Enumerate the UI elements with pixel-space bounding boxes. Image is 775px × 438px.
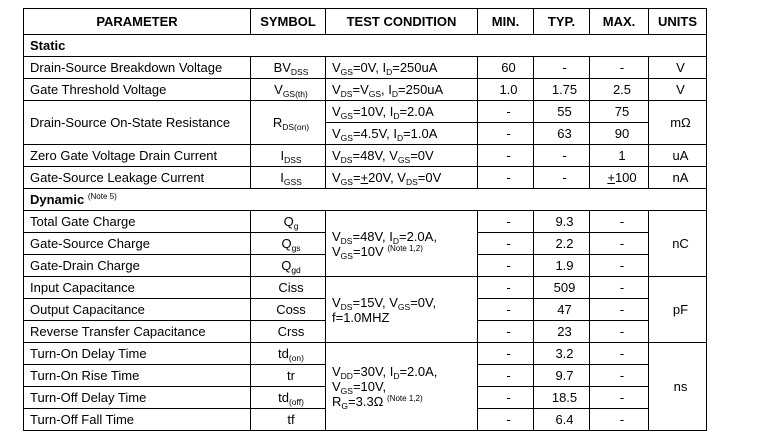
max-value: - <box>590 299 649 321</box>
header-units: UNITS <box>649 9 707 35</box>
section-row-static <box>24 35 707 57</box>
section-static: Static <box>24 35 707 57</box>
typ-value: 9.7 <box>534 365 590 387</box>
param-name: Turn-On Delay Time <box>24 343 251 365</box>
header-max: MAX. <box>590 9 649 35</box>
symbol: $Q_g$ <box>251 211 326 233</box>
unit-value: nC <box>649 211 707 277</box>
param-name: Drain-Source Breakdown Voltage <box>24 57 251 79</box>
unit-value: ns <box>649 343 707 431</box>
table-row <box>24 57 707 79</box>
electrical-characteristics-table <box>23 8 707 431</box>
max-value: - <box>590 255 649 277</box>
symbol: $td_{(off)}$ <box>251 387 326 409</box>
typ-value: 55 <box>534 101 590 123</box>
symbol: $R_{DS(on)}$ <box>251 101 326 145</box>
typ-value: 509 <box>534 277 590 299</box>
header-min: MIN. <box>478 9 534 35</box>
symbol: $I_{DSS}$ <box>251 145 326 167</box>
test-condition: $V_{DS}=48V$, $I_D=2.0A$, $V_{GS}=10V$ $^{(Note 1,2)}$ <box>326 211 478 277</box>
symbol: Ciss <box>251 277 326 299</box>
typ-value: 1.9 <box>534 255 590 277</box>
test-condition: $V_{GS}=+20V$, $V_{DS}=0V$ <box>326 167 478 189</box>
symbol: $Q_{gd}$ <box>251 255 326 277</box>
table-row <box>24 211 707 233</box>
typ-value: - <box>534 57 590 79</box>
typ-value: 3.2 <box>534 343 590 365</box>
table-row <box>24 79 707 101</box>
min-value: - <box>478 409 534 431</box>
max-value: - <box>590 343 649 365</box>
max-value: - <box>590 57 649 79</box>
param-name: Drain-Source On-State Resistance <box>24 101 251 145</box>
min-value: - <box>478 365 534 387</box>
section-row-dynamic <box>24 189 707 211</box>
table-row <box>24 167 707 189</box>
max-value: 75 <box>590 101 649 123</box>
max-value: - <box>590 387 649 409</box>
symbol: Crss <box>251 321 326 343</box>
param-name: Input Capacitance <box>24 277 251 299</box>
unit-value: V <box>649 57 707 79</box>
max-value: 1 <box>590 145 649 167</box>
min-value: - <box>478 387 534 409</box>
header-typ: TYP. <box>534 9 590 35</box>
min-value: - <box>478 101 534 123</box>
min-value: - <box>478 255 534 277</box>
min-value: - <box>478 145 534 167</box>
symbol: Coss <box>251 299 326 321</box>
min-value: 1.0 <box>478 79 534 101</box>
param-name: Total Gate Charge <box>24 211 251 233</box>
min-value: - <box>478 343 534 365</box>
min-value: - <box>478 167 534 189</box>
section-dynamic: Dynamic $^{(Note 5)}$ <box>24 189 707 211</box>
unit-value: V <box>649 79 707 101</box>
param-name: Turn-Off Delay Time <box>24 387 251 409</box>
typ-value: 47 <box>534 299 590 321</box>
typ-value: 2.2 <box>534 233 590 255</box>
max-value: +100 <box>590 167 649 189</box>
typ-value: 1.75 <box>534 79 590 101</box>
symbol: $td_{(on)}$ <box>251 343 326 365</box>
test-condition: $V_{DS}=15V$, $V_{GS}=0V$, f=1.0MHZ <box>326 277 478 343</box>
min-value: - <box>478 233 534 255</box>
typ-value: - <box>534 167 590 189</box>
min-value: - <box>478 299 534 321</box>
param-name: Reverse Transfer Capacitance <box>24 321 251 343</box>
min-value: - <box>478 211 534 233</box>
unit-value: pF <box>649 277 707 343</box>
symbol: $V_{GS(th)}$ <box>251 79 326 101</box>
unit-value: nA <box>649 167 707 189</box>
header-row <box>24 9 707 35</box>
header-test-condition: TEST CONDITION <box>326 9 478 35</box>
min-value: - <box>478 123 534 145</box>
max-value: - <box>590 211 649 233</box>
test-condition: $V_{DS}=48V$, $V_{GS}=0V$ <box>326 145 478 167</box>
param-name: Zero Gate Voltage Drain Current <box>24 145 251 167</box>
symbol: $Q_{gs}$ <box>251 233 326 255</box>
param-name: Gate-Source Charge <box>24 233 251 255</box>
unit-value: uA <box>649 145 707 167</box>
typ-value: 9.3 <box>534 211 590 233</box>
min-value: - <box>478 277 534 299</box>
param-name: Output Capacitance <box>24 299 251 321</box>
unit-value: mΩ <box>649 101 707 145</box>
test-condition: $V_{GS}=4.5V$, $I_D=1.0A$ <box>326 123 478 145</box>
test-condition: $V_{DD}=30V$, $I_D=2.0A$, $V_{GS}=10V$, $R_G=3.3\Omega$ $^{(Note 1,2)}$ <box>326 343 478 431</box>
typ-value: 23 <box>534 321 590 343</box>
test-condition: $V_{GS}=0V$, $I_D=250uA$ <box>326 57 478 79</box>
typ-value: 63 <box>534 123 590 145</box>
param-name: Turn-On Rise Time <box>24 365 251 387</box>
header-symbol: SYMBOL <box>251 9 326 35</box>
header-parameter: PARAMETER <box>24 9 251 35</box>
max-value: - <box>590 277 649 299</box>
test-condition: $V_{DS}=V_{GS}$, $I_D=250uA$ <box>326 79 478 101</box>
typ-value: 18.5 <box>534 387 590 409</box>
max-value: - <box>590 321 649 343</box>
symbol: tf <box>251 409 326 431</box>
table-row <box>24 101 707 123</box>
typ-value: 6.4 <box>534 409 590 431</box>
table-row <box>24 277 707 299</box>
table-row <box>24 145 707 167</box>
min-value: - <box>478 321 534 343</box>
param-name: Turn-Off Fall Time <box>24 409 251 431</box>
test-condition: $V_{GS}=10V$, $I_D=2.0A$ <box>326 101 478 123</box>
symbol: $BV_{DSS}$ <box>251 57 326 79</box>
min-value: 60 <box>478 57 534 79</box>
max-value: - <box>590 365 649 387</box>
symbol: tr <box>251 365 326 387</box>
param-name: Gate Threshold Voltage <box>24 79 251 101</box>
max-value: 90 <box>590 123 649 145</box>
max-value: 2.5 <box>590 79 649 101</box>
param-name: Gate-Drain Charge <box>24 255 251 277</box>
table-row <box>24 343 707 365</box>
typ-value: - <box>534 145 590 167</box>
param-name: Gate-Source Leakage Current <box>24 167 251 189</box>
max-value: - <box>590 233 649 255</box>
max-value: - <box>590 409 649 431</box>
symbol: $I_{GSS}$ <box>251 167 326 189</box>
